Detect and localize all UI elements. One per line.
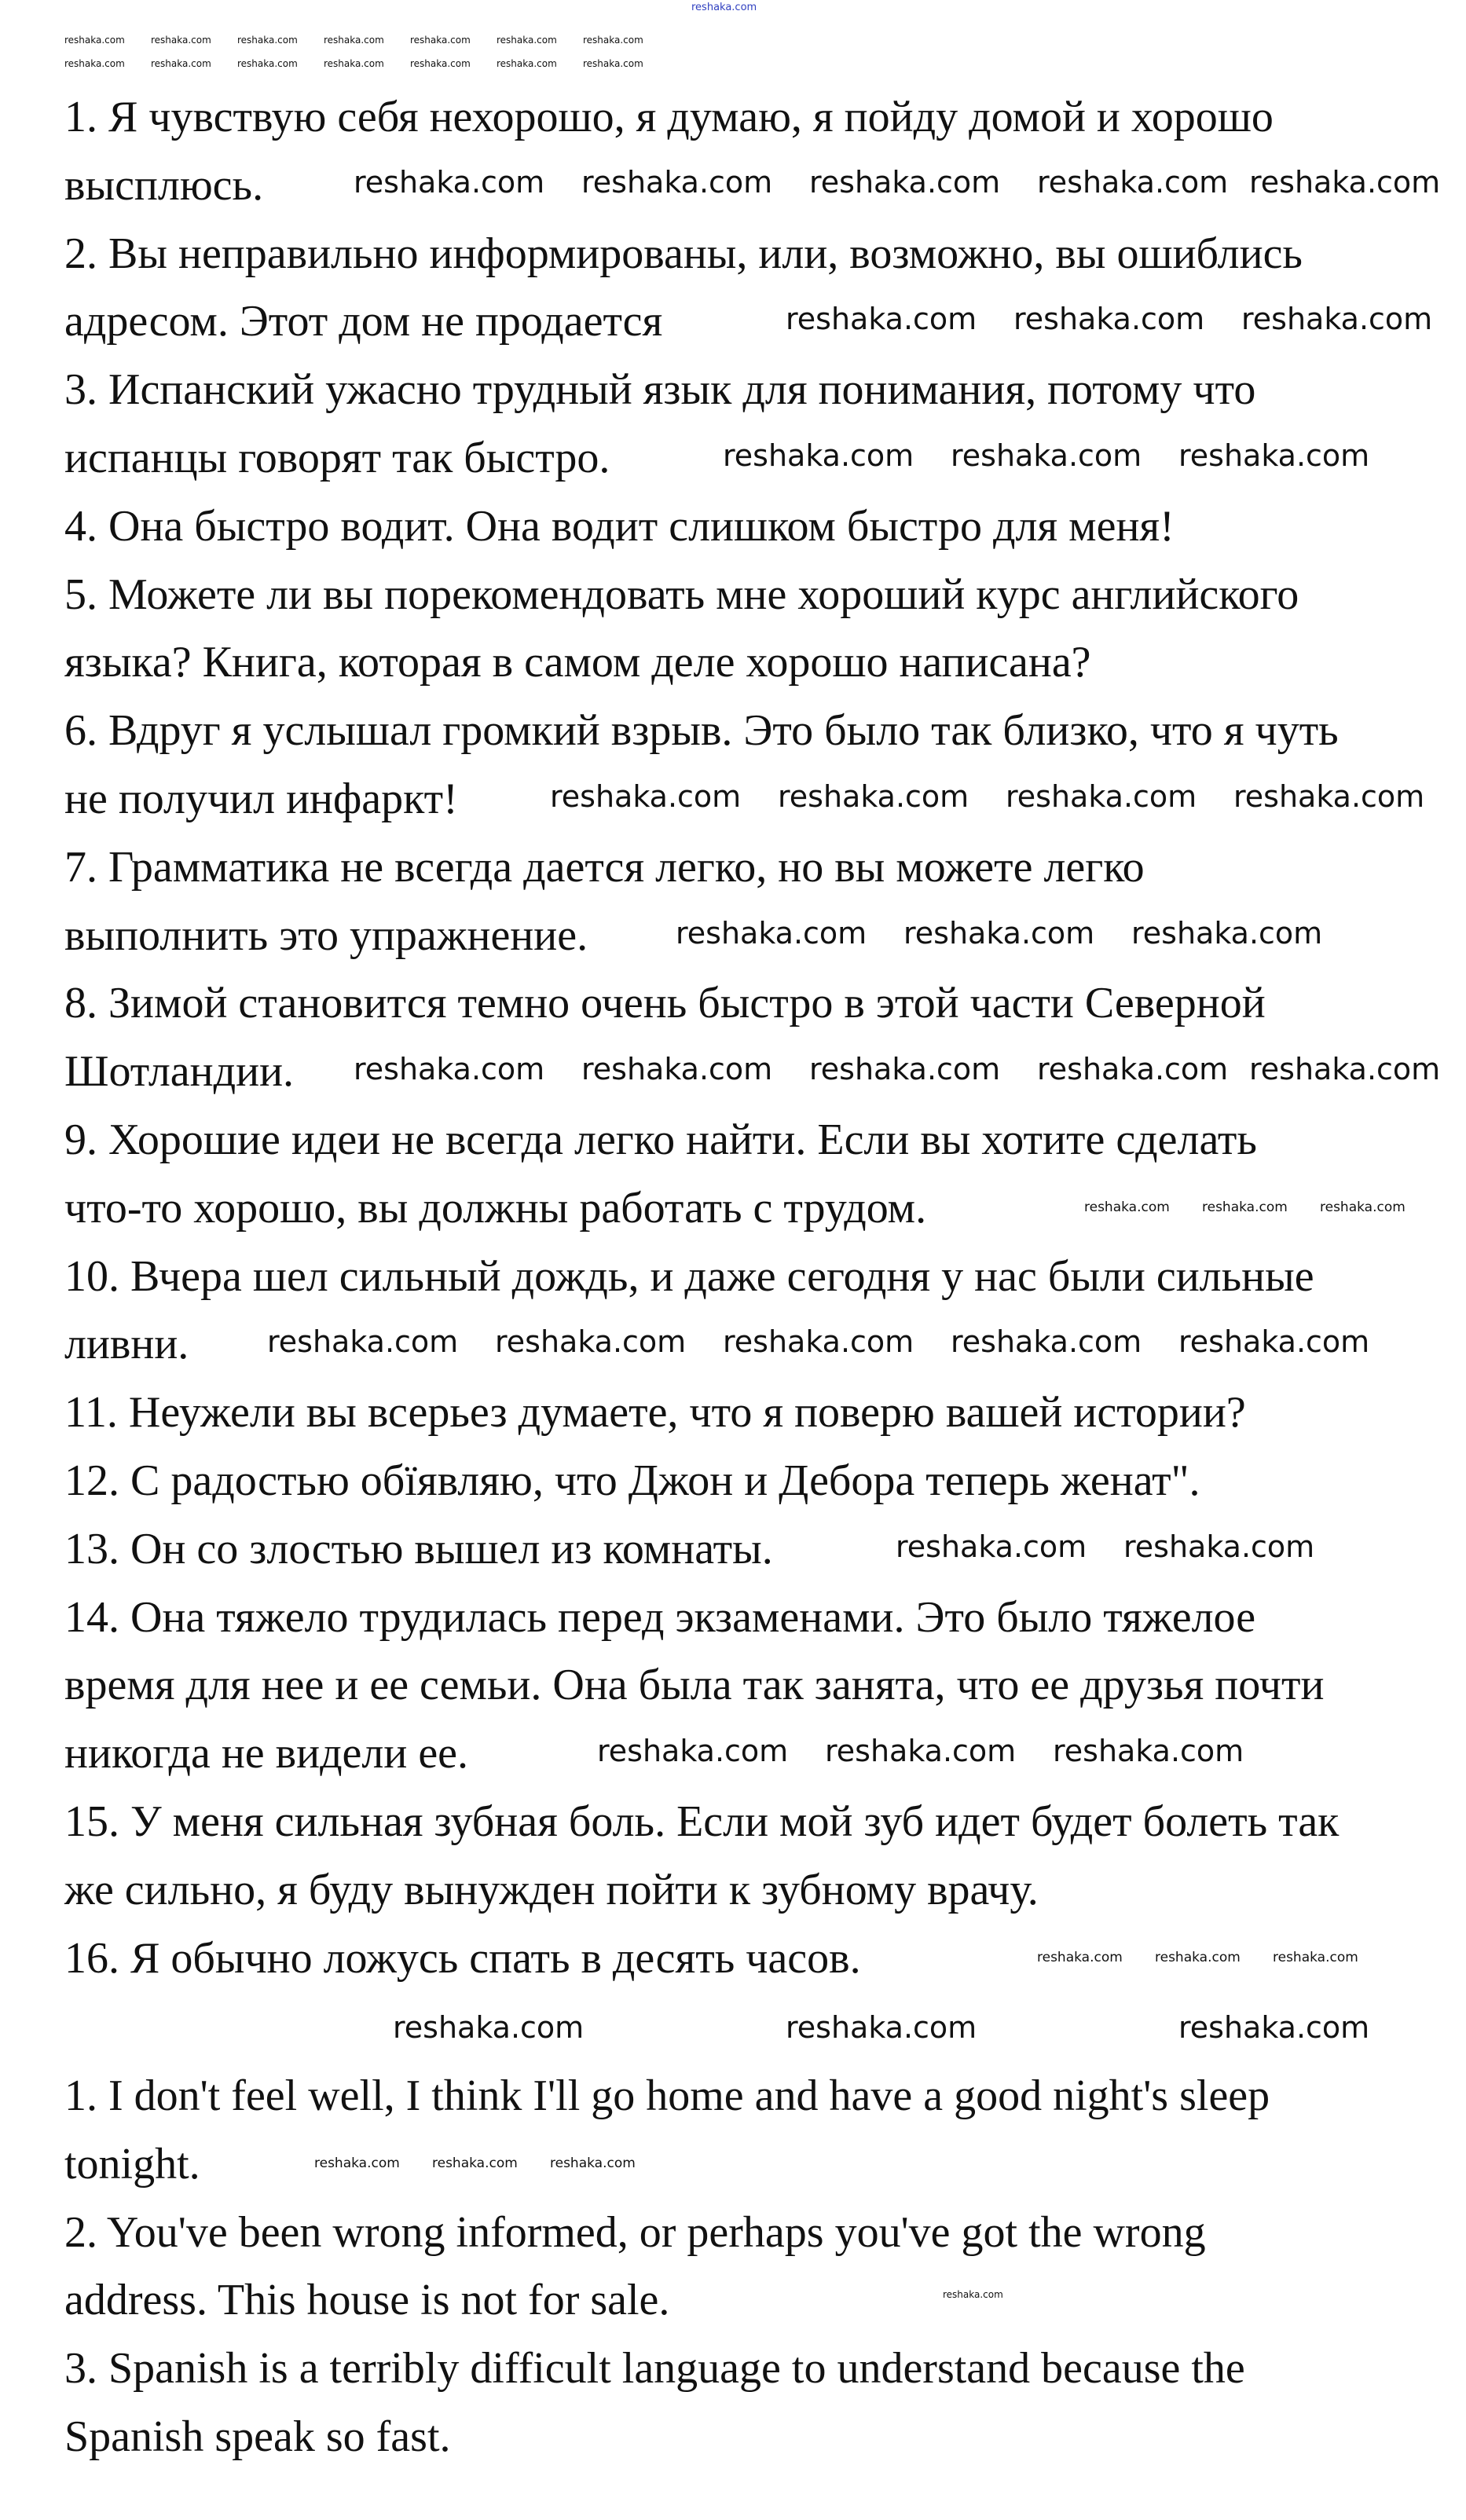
text-line: 16. Я обычно ложусь спать в десять часов. xyxy=(64,1934,861,1983)
text-line: 3. Spanish is a terribly difficult language to understand because the xyxy=(64,2344,1245,2393)
watermark: reshaka.com xyxy=(1202,1200,1288,1215)
watermark: reshaka.com xyxy=(1131,916,1323,950)
text-line: 1. Я чувствую себя нехорошо, я думаю, я пойду домой и хорошо xyxy=(64,93,1274,141)
header-watermark: reshaka.com xyxy=(691,2,757,13)
watermark: reshaka.com xyxy=(583,58,643,69)
text-line: не получил инфаркт! xyxy=(64,775,458,823)
watermark: reshaka.com xyxy=(1249,1052,1441,1086)
watermark: reshaka.com xyxy=(354,1052,545,1086)
watermark: reshaka.com xyxy=(786,2010,977,2045)
watermark: reshaka.com xyxy=(324,58,384,69)
text-line: 2. Вы неправильно информированы, или, возможно, вы ошиблись xyxy=(64,229,1303,278)
watermark: reshaka.com xyxy=(410,35,471,46)
text-line: Spanish speak so fast. xyxy=(64,2412,451,2461)
watermark: reshaka.com xyxy=(151,58,211,69)
text-line: ливни. xyxy=(64,1320,189,1368)
watermark: reshaka.com xyxy=(1178,1324,1370,1359)
text-line: время для нее и ее семьи. Она была так занята, что ее друзья почти xyxy=(64,1661,1325,1709)
text-line: 1. I don't feel well, I think I'll go home and have a good night's sleep xyxy=(64,2071,1270,2120)
watermark: reshaka.com xyxy=(1273,1950,1358,1965)
watermark: reshaka.com xyxy=(809,165,1001,200)
watermark: reshaka.com xyxy=(237,35,298,46)
text-line: 10. Вчера шел сильный дождь, и даже сегодня у нас были сильные xyxy=(64,1252,1314,1301)
text-line: 15. У меня сильная зубная боль. Если мой зуб идет будет болеть так xyxy=(64,1797,1340,1846)
watermark: reshaka.com xyxy=(951,438,1142,473)
text-line: tonight. xyxy=(64,2140,200,2189)
watermark: reshaka.com xyxy=(825,1734,1017,1768)
watermark: reshaka.com xyxy=(1037,165,1229,200)
watermark: reshaka.com xyxy=(550,779,742,814)
text-line: языка? Книга, которая в самом деле хорошо написана? xyxy=(64,638,1091,687)
text-line: address. This house is not for sale. xyxy=(64,2276,670,2324)
watermark: reshaka.com xyxy=(597,1734,789,1768)
watermark: reshaka.com xyxy=(432,2156,518,2171)
watermark: reshaka.com xyxy=(1241,302,1433,336)
watermark: reshaka.com xyxy=(581,1052,773,1086)
watermark: reshaka.com xyxy=(581,165,773,200)
watermark: reshaka.com xyxy=(903,916,1095,950)
watermark: reshaka.com xyxy=(497,58,557,69)
watermark: reshaka.com xyxy=(1178,438,1370,473)
watermark: reshaka.com xyxy=(1249,165,1441,200)
text-line: 8. Зимой становится темно очень быстро в этой части Северной xyxy=(64,979,1266,1027)
watermark: reshaka.com xyxy=(64,58,125,69)
text-line: 12. С радостью обїявляю, что Джон и Дебора теперь женат". xyxy=(64,1456,1200,1505)
watermark: reshaka.com xyxy=(495,1324,687,1359)
watermark: reshaka.com xyxy=(1155,1950,1241,1965)
watermark: reshaka.com xyxy=(324,35,384,46)
watermark: reshaka.com xyxy=(1037,1950,1123,1965)
text-line: 3. Испанский ужасно трудный язык для понимания, потому что xyxy=(64,365,1256,414)
watermark: reshaka.com xyxy=(1123,1529,1315,1564)
text-line: 6. Вдруг я услышал громкий взрыв. Это было так близко, что я чуть xyxy=(64,706,1339,755)
text-line: Шотландии. xyxy=(64,1047,295,1096)
watermark: reshaka.com xyxy=(1053,1734,1244,1768)
text-line: испанцы говорят так быстро. xyxy=(64,434,610,482)
watermark: reshaka.com xyxy=(64,35,125,46)
watermark: reshaka.com xyxy=(151,35,211,46)
text-line: же сильно, я буду вынужден пойти к зубному врачу. xyxy=(64,1866,1039,1914)
watermark: reshaka.com xyxy=(1320,1200,1406,1215)
watermark: reshaka.com xyxy=(778,779,969,814)
watermark: reshaka.com xyxy=(1037,1052,1229,1086)
watermark: reshaka.com xyxy=(393,2010,585,2045)
watermark: reshaka.com xyxy=(786,302,977,336)
watermark: reshaka.com xyxy=(676,916,867,950)
watermark: reshaka.com xyxy=(354,165,545,200)
watermark: reshaka.com xyxy=(583,35,643,46)
text-line: адресом. Этот дом не продается xyxy=(64,297,663,346)
watermark: reshaka.com xyxy=(237,58,298,69)
text-line: высплюсь. xyxy=(64,161,264,210)
text-line: 2. You've been wrong informed, or perhaps you've got the wrong xyxy=(64,2208,1206,2257)
watermark: reshaka.com xyxy=(723,438,914,473)
watermark: reshaka.com xyxy=(943,2289,1003,2300)
watermark: reshaka.com xyxy=(550,2156,636,2171)
watermark: reshaka.com xyxy=(267,1324,459,1359)
watermark: reshaka.com xyxy=(497,35,557,46)
watermark: reshaka.com xyxy=(1178,2010,1370,2045)
watermark: reshaka.com xyxy=(1084,1200,1170,1215)
text-line: 7. Грамматика не всегда дается легко, но вы можете легко xyxy=(64,843,1145,892)
text-line: 11. Неужели вы всерьез думаете, что я поверю вашей истории? xyxy=(64,1388,1246,1437)
text-line: 14. Она тяжело трудилась перед экзаменами. Это было тяжелое xyxy=(64,1593,1256,1642)
watermark: reshaka.com xyxy=(896,1529,1087,1564)
watermark: reshaka.com xyxy=(314,2156,400,2171)
watermark: reshaka.com xyxy=(809,1052,1001,1086)
watermark: reshaka.com xyxy=(1006,779,1197,814)
text-line: 13. Он со злостью вышел из комнаты. xyxy=(64,1525,773,1573)
watermark: reshaka.com xyxy=(1013,302,1205,336)
text-line: никогда не видели ее. xyxy=(64,1729,469,1778)
watermark: reshaka.com xyxy=(410,58,471,69)
watermark: reshaka.com xyxy=(1233,779,1425,814)
watermark: reshaka.com xyxy=(723,1324,914,1359)
watermark: reshaka.com xyxy=(951,1324,1142,1359)
text-line: 4. Она быстро водит. Она водит слишком быстро для меня! xyxy=(64,502,1175,551)
text-line: 5. Можете ли вы порекомендовать мне хороший курс английского xyxy=(64,570,1299,619)
text-line: 9. Хорошие идеи не всегда легко найти. Если вы хотите сделать xyxy=(64,1115,1257,1164)
text-line: выполнить это упражнение. xyxy=(64,911,588,960)
text-line: что-то хорошо, вы должны работать с трудом. xyxy=(64,1184,927,1233)
